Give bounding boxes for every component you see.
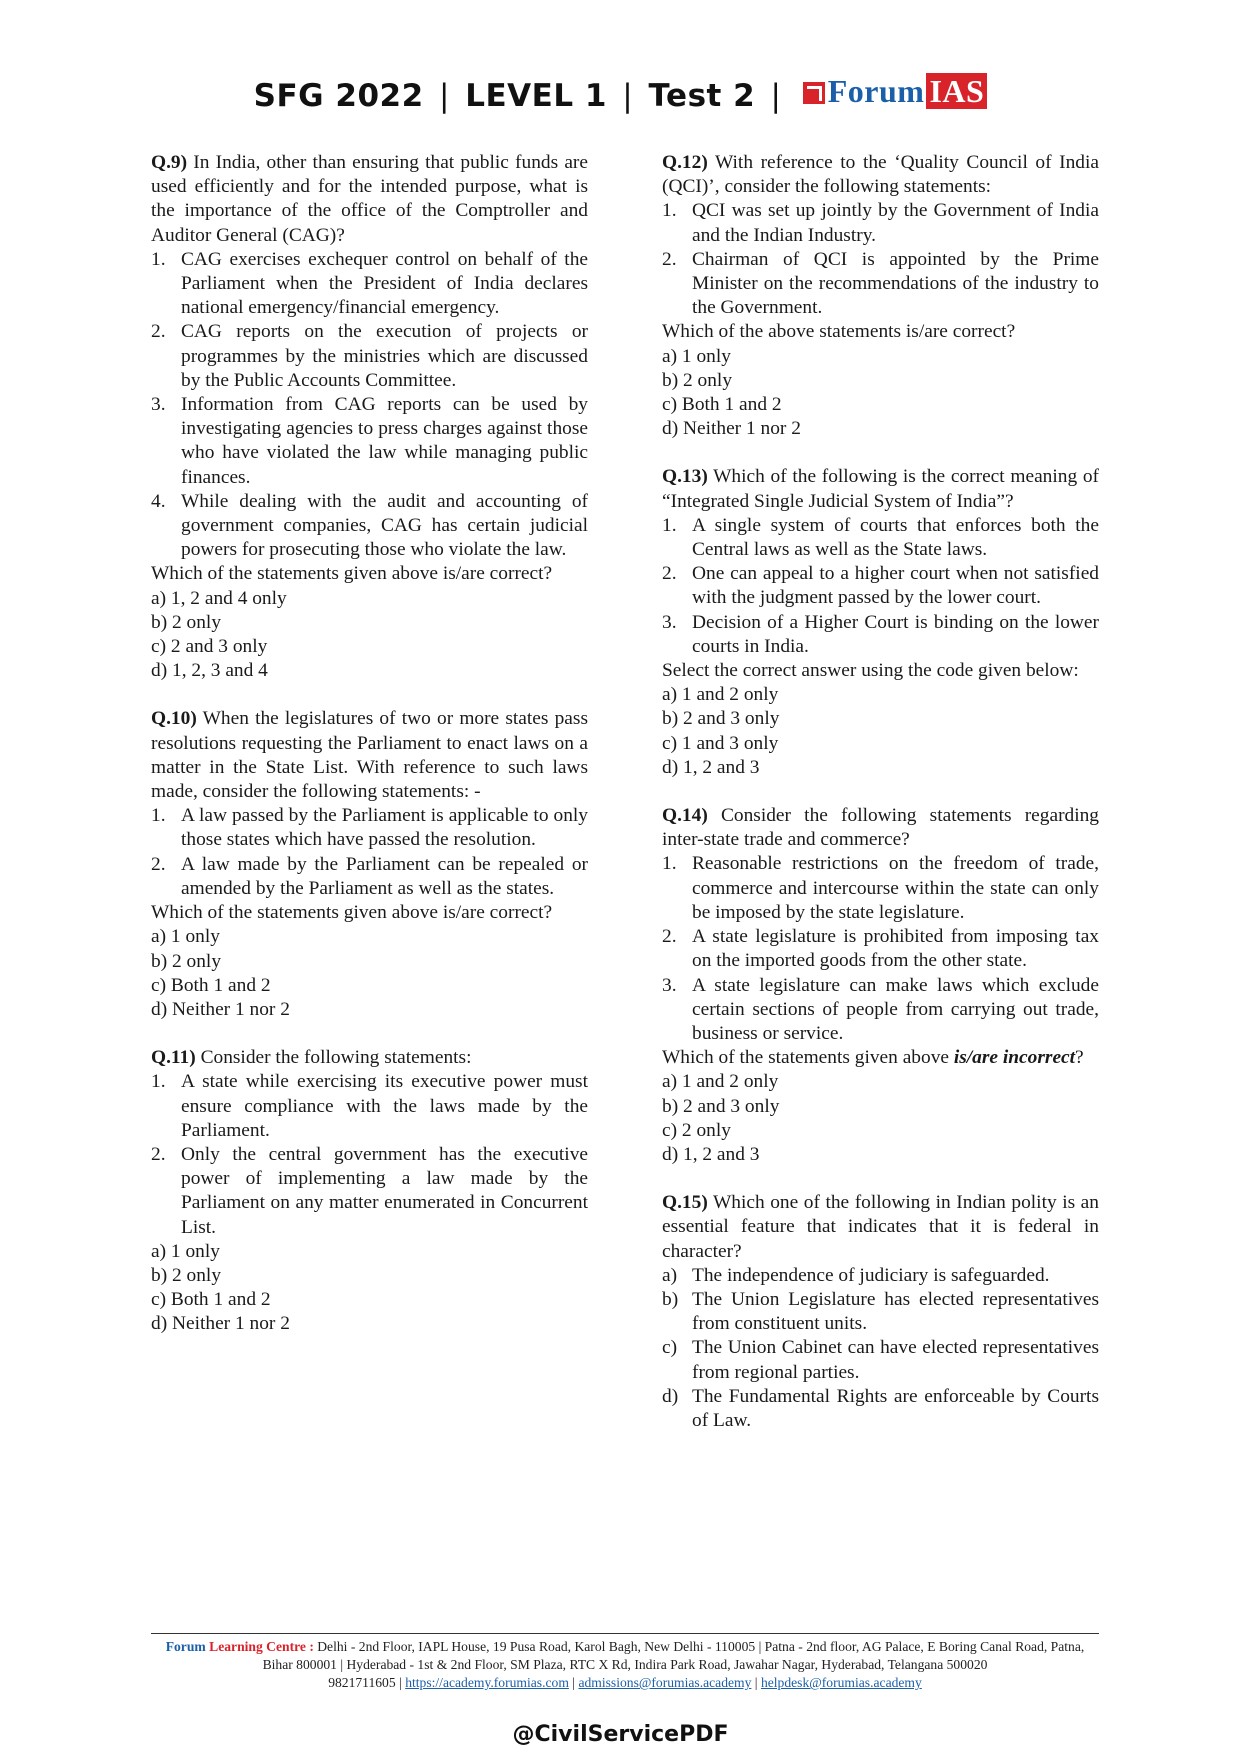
- statement-text: One can appeal to a higher court when not satisfied with the judgment passed by the lower court.: [692, 563, 1099, 609]
- statement-text: A state legislature can make laws which exclude certain sections of people from carrying out trade, business or service.: [692, 974, 1099, 1044]
- question-text: When the legislatures of two or more states pass resolutions requesting the Parliament to enact laws on a matter in the State List. With reference to such laws made, consider the following statements: -: [151, 708, 588, 803]
- statement-number: 1.: [151, 805, 166, 827]
- right-column: [662, 151, 1099, 1457]
- statement-text: CAG exercises exchequer control on behalf of the Parliament when the President of India declares national emergency/financial emergency.: [181, 248, 588, 319]
- answer-options: [151, 925, 588, 1022]
- statement-item: [662, 562, 1099, 610]
- statement-number: 3.: [662, 974, 677, 996]
- statement-number: 3.: [151, 394, 166, 416]
- statement-number: 1.: [662, 514, 677, 536]
- statement-item: [662, 248, 1099, 321]
- question-number: Q.13): [662, 466, 708, 488]
- statement-item: [151, 1143, 588, 1240]
- answer-options: [662, 683, 1099, 780]
- prompt-text: Which of the statements given above: [662, 1047, 954, 1069]
- page-header: [0, 73, 1241, 116]
- question-prompt: Which of the statements given above is/are correct?: [151, 563, 553, 585]
- statement-item: [151, 804, 588, 852]
- question-number: Q.11): [151, 1047, 196, 1069]
- header-test: Test 2: [648, 78, 756, 114]
- option-list: [662, 1264, 1099, 1433]
- question-stem: [662, 804, 1099, 852]
- answer-option: a) 1 only: [662, 345, 731, 367]
- statement-number: 2.: [662, 563, 677, 585]
- header-separator: |: [622, 78, 634, 114]
- statement-list: [151, 248, 588, 563]
- watermark: @CivilServicePDF: [512, 1722, 729, 1747]
- answer-option: c) 2 and 3 only: [151, 636, 268, 658]
- question-number: Q.10): [151, 708, 197, 730]
- answer-option: [662, 1336, 1099, 1384]
- admissions-email-link[interactable]: admissions@forumias.academy: [578, 1675, 752, 1690]
- statement-number: 1.: [151, 1071, 166, 1093]
- statement-item: [151, 853, 588, 901]
- header-level: LEVEL 1: [465, 78, 607, 114]
- answer-option: a) 1 and 2 only: [662, 684, 779, 706]
- statement-text: QCI was set up jointly by the Government of India and the Indian Industry.: [692, 200, 1099, 246]
- page-footer: [151, 1633, 1099, 1692]
- header-series: SFG 2022: [253, 78, 424, 114]
- statement-item: [151, 393, 588, 490]
- answer-option: b) 2 only: [662, 369, 733, 391]
- option-text: The Fundamental Rights are enforceable by Courts of Law.: [692, 1385, 1099, 1431]
- question-stem: [662, 151, 1099, 199]
- answer-option: a) 1 and 2 only: [662, 1071, 779, 1093]
- option-letter: b): [662, 1288, 679, 1310]
- answer-option: c) Both 1 and 2: [151, 1289, 271, 1311]
- footer-separator: |: [395, 1675, 406, 1690]
- footer-label: Forum: [165, 1639, 206, 1654]
- answer-option: a) 1, 2 and 4 only: [151, 587, 287, 609]
- footer-separator: |: [751, 1675, 761, 1690]
- statement-text: A state legislature is prohibited from imposing tax on the imported goods from the other state.: [692, 926, 1099, 972]
- answer-option: [662, 1385, 1099, 1433]
- statement-text: Chairman of QCI is appointed by the Prime Minister on the recommendations of the industry to the Government.: [692, 248, 1099, 319]
- option-text: The Union Cabinet can have elected representatives from regional parties.: [692, 1337, 1099, 1383]
- option-text: The independence of judiciary is safeguarded.: [692, 1264, 1050, 1286]
- answer-option: b) 2 only: [151, 611, 222, 633]
- answer-option: d) 1, 2 and 3: [662, 756, 760, 778]
- logo-ias-text: IAS: [926, 73, 987, 109]
- statement-list: [662, 199, 1099, 320]
- statement-item: [662, 852, 1099, 925]
- question-number: Q.15): [662, 1192, 708, 1214]
- footer-phone: 9821711605: [328, 1675, 396, 1690]
- question-stem: [151, 151, 588, 248]
- answer-option: [662, 1264, 1099, 1288]
- statement-item: [151, 320, 588, 393]
- statement-text: CAG reports on the execution of projects or programmes by the ministries which are discussed by the Public Accounts Committee.: [181, 321, 588, 391]
- question-number: Q.9): [151, 152, 188, 173]
- statement-text: A single system of courts that enforces both the Central laws as well as the State laws.: [692, 514, 1099, 561]
- academy-link[interactable]: https://academy.forumias.com: [405, 1675, 569, 1690]
- answer-option: c) 2 only: [662, 1119, 731, 1141]
- question-stem: [151, 707, 588, 804]
- header-separator: |: [439, 78, 450, 114]
- question-15: [662, 1191, 1099, 1433]
- logo-arrow-icon: [803, 82, 825, 104]
- statement-item: [662, 514, 1099, 562]
- statement-text: Only the central government has the executive power of implementing a law made by the Parliament on any matter enumerated in Concurrent List.: [181, 1143, 588, 1238]
- statement-item: [662, 611, 1099, 659]
- answer-option: d) Neither 1 nor 2: [151, 998, 290, 1020]
- question-stem: [151, 1046, 588, 1070]
- answer-option: c) Both 1 and 2: [151, 974, 271, 996]
- question-text: Which one of the following in Indian polity is an essential feature that indicates that it is federal in character?: [662, 1192, 1099, 1262]
- question-prompt: Select the correct answer using the code given below:: [662, 660, 1079, 682]
- statement-number: 2.: [151, 1143, 166, 1165]
- question-10: [151, 707, 588, 1022]
- statement-number: 3.: [662, 611, 677, 633]
- header-separator: |: [770, 78, 782, 114]
- statement-text: Information from CAG reports can be used by investigating agencies to press charges against those who have violated the law while managing public finances.: [181, 394, 588, 488]
- answer-option: [662, 1288, 1099, 1336]
- statement-text: Reasonable restrictions on the freedom of trade, commerce and intercourse within the state can only be imposed by the state legislature.: [692, 853, 1099, 923]
- question-number: Q.12): [662, 152, 708, 173]
- statement-list: [151, 1070, 588, 1239]
- prompt-text: ?: [1075, 1047, 1084, 1069]
- statement-number: 1.: [662, 853, 677, 875]
- statement-number: 2.: [151, 853, 166, 875]
- answer-options: [662, 345, 1099, 442]
- footer-label: Learning Centre :: [205, 1639, 314, 1654]
- question-prompt: Which of the statements given above is/are correct?: [151, 902, 553, 924]
- statement-item: [662, 199, 1099, 247]
- question-prompt: [662, 1046, 1099, 1070]
- statement-text: While dealing with the audit and accounting of government companies, CAG has certain judicial powers for prosecuting those who violate the law.: [181, 490, 588, 561]
- answer-option: d) 1, 2, 3 and 4: [151, 660, 268, 682]
- question-stem: [662, 1191, 1099, 1264]
- statement-item: [662, 925, 1099, 973]
- statement-number: 4.: [151, 490, 166, 512]
- statement-item: [151, 490, 588, 563]
- question-text: Which of the following is the correct meaning of “Integrated Single Judicial System of India”?: [662, 466, 1099, 512]
- answer-option: b) 2 only: [151, 950, 222, 972]
- answer-option: d) 1, 2 and 3: [662, 1143, 760, 1165]
- option-letter: c): [662, 1337, 678, 1359]
- statement-list: [151, 804, 588, 901]
- statement-item: [151, 248, 588, 321]
- answer-option: d) Neither 1 nor 2: [662, 418, 801, 440]
- footer-separator: |: [568, 1675, 579, 1690]
- answer-option: d) Neither 1 nor 2: [151, 1313, 290, 1335]
- statement-number: 2.: [662, 248, 677, 270]
- answer-options: [662, 1070, 1099, 1167]
- question-text: Consider the following statements regarding inter-state trade and commerce?: [662, 805, 1099, 851]
- statement-text: A law passed by the Parliament is applicable to only those states which have passed the resolution.: [181, 805, 588, 851]
- question-prompt: Which of the above statements is/are correct?: [662, 321, 1016, 343]
- option-text: The Union Legislature has elected representatives from constituent units.: [692, 1288, 1099, 1335]
- logo-forum-text: Forum: [827, 73, 925, 109]
- statement-text: Decision of a Higher Court is binding on the lower courts in India.: [692, 611, 1099, 657]
- statement-list: [662, 852, 1099, 1046]
- footer-address: [151, 1638, 1099, 1674]
- statement-item: [662, 974, 1099, 1047]
- answer-option: c) 1 and 3 only: [662, 732, 779, 754]
- statement-number: 1.: [151, 248, 166, 270]
- question-12: [662, 151, 1099, 441]
- answer-option: b) 2 and 3 only: [662, 1095, 780, 1117]
- helpdesk-email-link[interactable]: helpdesk@forumias.academy: [760, 1675, 922, 1690]
- footer-address-text: Delhi - 2nd Floor, IAPL House, 19 Pusa Road, Karol Bagh, New Delhi - 110005 | Patna - 2nd floor, AG Palace, E Boring Canal Road, Patna, Bihar 800001 | Hyderabad - 1st & 2nd Floor, SM Plaza, RTC X Rd, Indira Park Road, Jawahar Nagar, Hyderabad, Telangana 500020: [262, 1639, 1085, 1672]
- answer-option: c) Both 1 and 2: [662, 394, 782, 416]
- question-11: [151, 1046, 588, 1336]
- answer-options: [151, 1240, 588, 1337]
- left-column: [151, 151, 588, 1361]
- answer-option: a) 1 only: [151, 926, 220, 948]
- statement-item: [151, 1070, 588, 1143]
- statement-number: 2.: [151, 321, 166, 343]
- statement-number: 2.: [662, 926, 677, 948]
- answer-option: b) 2 only: [151, 1264, 222, 1286]
- footer-contacts: [151, 1674, 1099, 1692]
- option-letter: a): [662, 1264, 678, 1286]
- answer-option: b) 2 and 3 only: [662, 708, 780, 730]
- statement-text: A law made by the Parliament can be repealed or amended by the Parliament as well as the states.: [181, 853, 588, 899]
- option-letter: d): [662, 1385, 679, 1407]
- question-text: Consider the following statements:: [195, 1047, 472, 1069]
- answer-options: [151, 587, 588, 684]
- question-text: In India, other than ensuring that public funds are used efficiently and for the intended purpose, what is the importance of the office of the Comptroller and Auditor General (CAG)?: [151, 152, 588, 246]
- forumias-logo: [803, 73, 988, 110]
- prompt-emphasis: is/are incorrect: [953, 1047, 1076, 1069]
- question-stem: [662, 465, 1099, 513]
- question-14: [662, 804, 1099, 1167]
- question-13: [662, 465, 1099, 780]
- question-text: With reference to the ‘Quality Council of India (QCI)’, consider the following statements:: [662, 152, 1099, 198]
- answer-option: a) 1 only: [151, 1240, 220, 1262]
- question-9: [151, 151, 588, 683]
- question-number: Q.14): [662, 805, 708, 827]
- statement-list: [662, 514, 1099, 659]
- statement-number: 1.: [662, 200, 677, 222]
- statement-text: A state while exercising its executive power must ensure compliance with the laws made by the Parliament.: [181, 1071, 588, 1141]
